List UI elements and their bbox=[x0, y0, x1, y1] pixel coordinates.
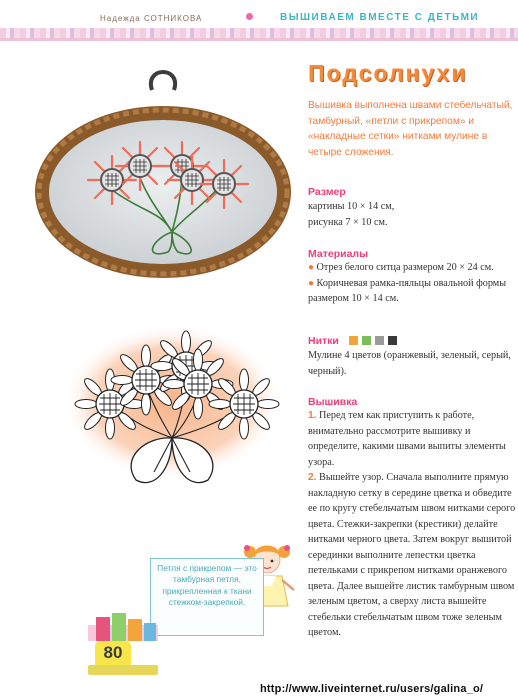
thread-swatches bbox=[349, 336, 397, 345]
swatch-gray bbox=[375, 336, 384, 345]
swatch-orange bbox=[349, 336, 358, 345]
step-2 bbox=[308, 470, 518, 641]
note-box: Петля с прикрепом — это тамбурная петля, прикрепленная к ткани стежком-закрепкой. bbox=[150, 558, 264, 636]
materials-item bbox=[308, 276, 513, 307]
size-line: картины 10 × 14 см, bbox=[308, 201, 395, 212]
page-title: Подсолнухи bbox=[308, 60, 468, 86]
header-decor-line bbox=[0, 38, 518, 41]
embroidery-steps bbox=[308, 408, 518, 641]
intro-text: Вышивка выполнена швами стебельчатый, тамбурный, «петли с прикрепом» и «накладные сетки» нитками мулине в четыре сложения. bbox=[308, 100, 513, 158]
page-number: 80 bbox=[95, 641, 131, 665]
threads-heading: Нитки bbox=[308, 335, 339, 347]
embroidery-heading: Вышивка bbox=[308, 396, 358, 408]
threads-text: Мулине 4 цветов (оранжевый, зеленый, серый, черный). bbox=[308, 350, 511, 377]
step-text: Вышейте узор. Сначала выполните прямую накладную сетку в середине цветка и обведите ее по кругу стебельчатым швом нитками серого цвета. Стежки-закрепки (крестики) делайте нитками черного цвета. Затем вокруг вышитой серединки выполните лепестки цветка петельками с прикрепом нитками оранжевого цвета. Далее вышейте листик тамбурным швом зеленым цветом, а сверху листа вышейте стебельки стебельчатым швом тоже зеленым цветом. bbox=[308, 472, 516, 638]
header-dot bbox=[246, 13, 253, 20]
step-number: 1. bbox=[308, 410, 317, 421]
size-heading: Размер bbox=[308, 186, 346, 198]
bullet-icon: ● bbox=[308, 277, 317, 289]
embroidery-photo bbox=[32, 62, 294, 282]
materials-heading: Материалы bbox=[308, 248, 369, 260]
step-number: 2. bbox=[308, 472, 317, 483]
bullet-icon: ● bbox=[308, 262, 317, 273]
materials-item-text: Коричневая рамка-пяльцы овальной формы размером 10 × 14 см. bbox=[308, 277, 507, 304]
swatch-black bbox=[388, 336, 397, 345]
pattern-diagram bbox=[62, 320, 282, 500]
materials-list bbox=[308, 260, 513, 307]
header-decor-strip bbox=[0, 28, 518, 38]
swatch-green bbox=[362, 336, 371, 345]
series-title: ВЫШИВАЕМ ВМЕСТЕ С ДЕТЬМИ bbox=[280, 12, 480, 23]
step-1 bbox=[308, 408, 518, 470]
page-number-decoration bbox=[88, 611, 158, 641]
materials-item-text: Отрез белого ситца размером 20 × 24 см. bbox=[316, 262, 494, 273]
author-name: Надежда СОТНИКОВА bbox=[100, 14, 203, 23]
size-line: рисунка 7 × 10 см. bbox=[308, 216, 388, 228]
step-text: Перед тем как приступить к работе, внимательно рассмотрите вышивку и определите, какими швами выпиты элементы узора. bbox=[308, 410, 506, 468]
size-text bbox=[308, 199, 508, 230]
materials-item bbox=[308, 260, 513, 276]
page-number-base bbox=[88, 665, 158, 675]
watermark-url: http://www.liveinternet.ru/users/galina_o/ bbox=[260, 683, 484, 695]
